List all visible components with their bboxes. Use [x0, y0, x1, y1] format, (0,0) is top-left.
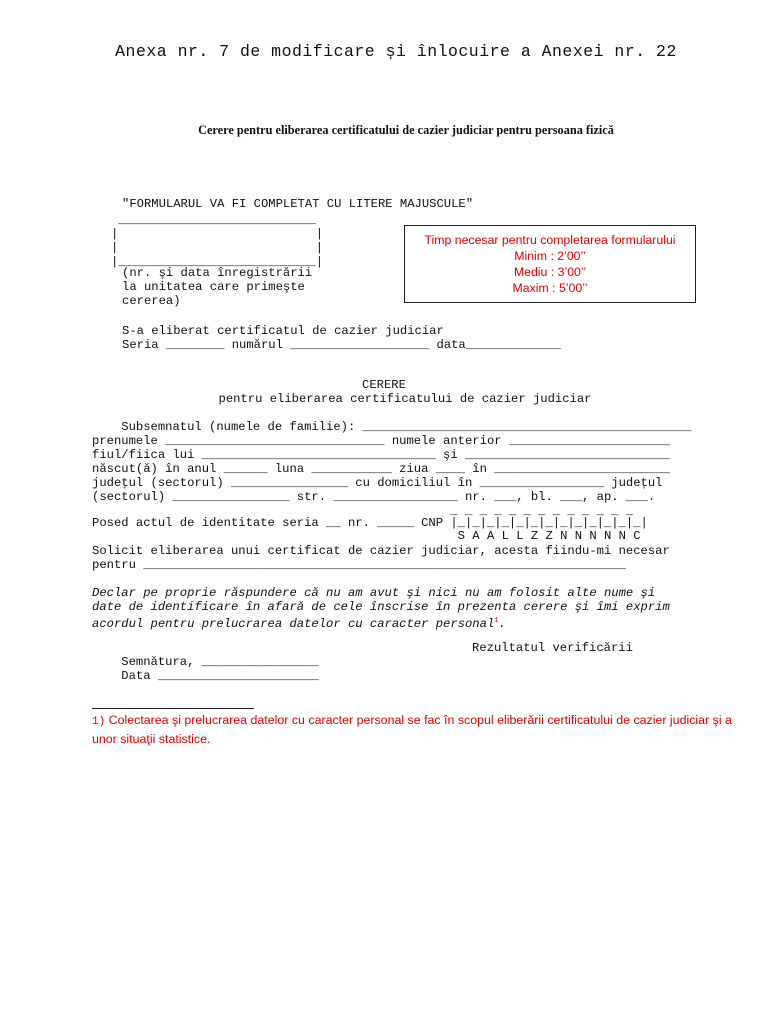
- request-subtitle: pentru eliberarea certificatului de cazier judiciar: [218, 392, 592, 406]
- issued-series-number-date: Seria ________ numărul ___________________ data_____________: [122, 338, 561, 352]
- signature-line: Semnătura, ________________: [92, 655, 319, 669]
- declaration-line-3: [92, 614, 506, 631]
- completion-time-box: [404, 225, 696, 303]
- field-address: (sectorul) ________________ str. _________________ nr. ___, bl. ___, ap. ___.: [92, 490, 656, 504]
- annex-title: Anexa nr. 7 de modificare și înlocuire a Anexei nr. 22: [115, 42, 677, 61]
- field-parents: fiul/fiica lui ________________________________ şi ____________________________: [92, 448, 670, 462]
- time-max: Maxim : 5’00’’: [512, 281, 588, 295]
- cnp-legend: S A A L L Z Z N N N N N C: [92, 529, 641, 543]
- field-first-name: prenumele ______________________________ numele anterior ______________________: [92, 434, 670, 448]
- date-line: Data ______________________: [92, 669, 319, 683]
- footnote-mark: 1: [494, 617, 499, 625]
- declaration-line-2: date de identificare în afară de cele înscrise în prezenta cerere şi îmi exprim: [92, 600, 670, 614]
- registration-box-bottom: |___________________________|: [111, 255, 324, 269]
- field-identity-cnp: Posed actul de identitate seria __ nr. _____ CNP |_|_|_|_|_|_|_|_|_|_|_|_|_|: [92, 516, 648, 530]
- field-purpose-1: Solicit eliberarea unui certificat de cazier judiciar, acesta fiindu-mi necesar: [92, 544, 670, 558]
- registration-box-top: ___________________________: [111, 213, 316, 227]
- declaration-line-1: Declar pe proprie răspundere că nu am avut şi nici nu am folosit alte nume şi: [92, 586, 656, 600]
- registration-box-side-1: | |: [111, 227, 324, 241]
- uppercase-instruction: "FORMULARUL VA FI COMPLETAT CU LITERE MAJUSCULE": [122, 197, 474, 211]
- verification-result-label: Rezultatul verificării: [472, 641, 633, 655]
- footnote-text: Colectarea şi prelucrarea datelor cu caracter personal se fac în scopul eliberării certificatului de cazier judiciar şi a unor situaţii statistice.: [92, 713, 732, 746]
- time-min: Minim : 2’00’’: [514, 249, 586, 263]
- registration-caption-1: (nr. şi data înregistrării: [122, 266, 313, 280]
- request-title: CERERE: [362, 378, 406, 392]
- time-box-title: Timp necesar pentru completarea formularului: [424, 233, 676, 247]
- declaration-period: .: [498, 617, 506, 632]
- form-title: Cerere pentru eliberarea certificatului de cazier judiciar pentru persoana fizică: [198, 123, 614, 137]
- registration-caption-2: la unitatea care primeşte: [122, 280, 305, 294]
- footnote-separator: [92, 708, 254, 709]
- registration-caption-3: cererea): [122, 294, 181, 308]
- field-birth: născut(ă) în anul ______ luna ___________ ziua ____ în ________________________: [92, 462, 670, 476]
- time-avg: Mediu : 3’00’’: [513, 265, 587, 279]
- footnote-number: 1): [92, 716, 106, 728]
- cnp-dashes: _ _ _ _ _ _ _ _ _ _ _ _ _: [92, 504, 634, 518]
- footnote: [92, 712, 732, 748]
- field-purpose-2: pentru __________________________________________________________________: [92, 558, 626, 572]
- declaration-text: acordul pentru prelucrarea datelor cu caracter personal: [92, 617, 495, 632]
- registration-box-side-2: | |: [111, 241, 324, 255]
- field-family-name: Subsemnatul (numele de familie): _____________________________________________: [92, 420, 692, 434]
- field-county-domicile: judeţul (sectorul) ________________ cu domiciliul în _________________ judeţul: [92, 476, 663, 490]
- issued-certificate-line: S-a eliberat certificatul de cazier judiciar: [122, 324, 444, 338]
